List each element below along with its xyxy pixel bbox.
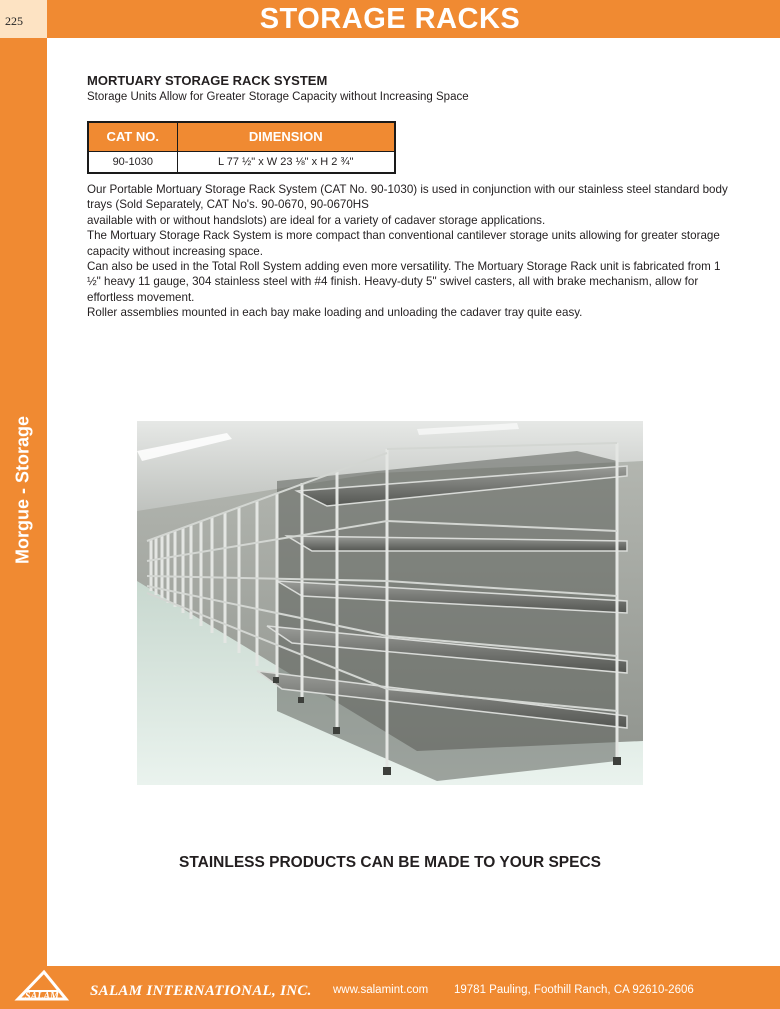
description-paragraph: available with or without handslots) are ideal for a variety of cadaver storage applications. bbox=[87, 213, 546, 227]
product-description bbox=[87, 182, 735, 321]
spec-table-header-row bbox=[88, 122, 395, 151]
description-paragraph: Our Portable Mortuary Storage Rack System (CAT No. 90-1030) is used in conjunction with our stainless steel standard body trays (Sold Separately, CAT No's. 90-0670, 90-0670HS bbox=[87, 183, 728, 212]
page-number: 225 bbox=[5, 14, 23, 28]
table-row bbox=[88, 151, 395, 173]
salam-logo bbox=[14, 969, 70, 1001]
description-paragraph: The Mortuary Storage Rack System is more compact than conventional cantilever storage units allowing for greater storage capacity without increasing space. bbox=[87, 229, 720, 258]
company-name: SALAM INTERNATIONAL, INC. bbox=[90, 983, 312, 999]
spec-cell-cat-no: 90-1030 bbox=[88, 151, 177, 173]
page-title: STORAGE RACKS bbox=[259, 3, 521, 35]
logo-text: SALAM bbox=[25, 991, 59, 1001]
website-link[interactable]: www.salamint.com bbox=[333, 984, 429, 996]
company-address: 19781 Pauling, Foothill Ranch, CA 92610-2606 bbox=[454, 984, 694, 996]
product-title: MORTUARY STORAGE RACK SYSTEM bbox=[87, 73, 328, 88]
page-number-box bbox=[0, 0, 47, 38]
description-paragraph: Can also be used in the Total Roll System adding even more versatility. The Mortuary Storage Rack unit is fabricated from 1 ½" heavy 11 gauge, 304 stainless steel with #4 finish. Heavy-duty 5" swivel casters, all with brake mechanism, allow for effortless movement. bbox=[87, 260, 721, 304]
side-label-text: Morgue - Storage bbox=[12, 415, 33, 565]
description-paragraph: Roller assemblies mounted in each bay make loading and unloading the cadaver tray quite easy. bbox=[87, 306, 583, 320]
custom-specs-banner: STAINLESS PRODUCTS CAN BE MADE TO YOUR SPECS bbox=[179, 854, 601, 871]
spec-header-cat-no: CAT NO. bbox=[88, 122, 177, 151]
product-subtitle: Storage Units Allow for Greater Storage Capacity without Increasing Space bbox=[87, 91, 469, 103]
spec-header-dimension: DIMENSION bbox=[177, 122, 395, 151]
spec-table bbox=[87, 121, 396, 174]
spec-cell-dimension: L 77 ½" x W 23 ⅛" x H 2 ¾" bbox=[177, 151, 395, 173]
product-photo bbox=[137, 421, 643, 785]
storage-rack-photo bbox=[137, 421, 643, 785]
